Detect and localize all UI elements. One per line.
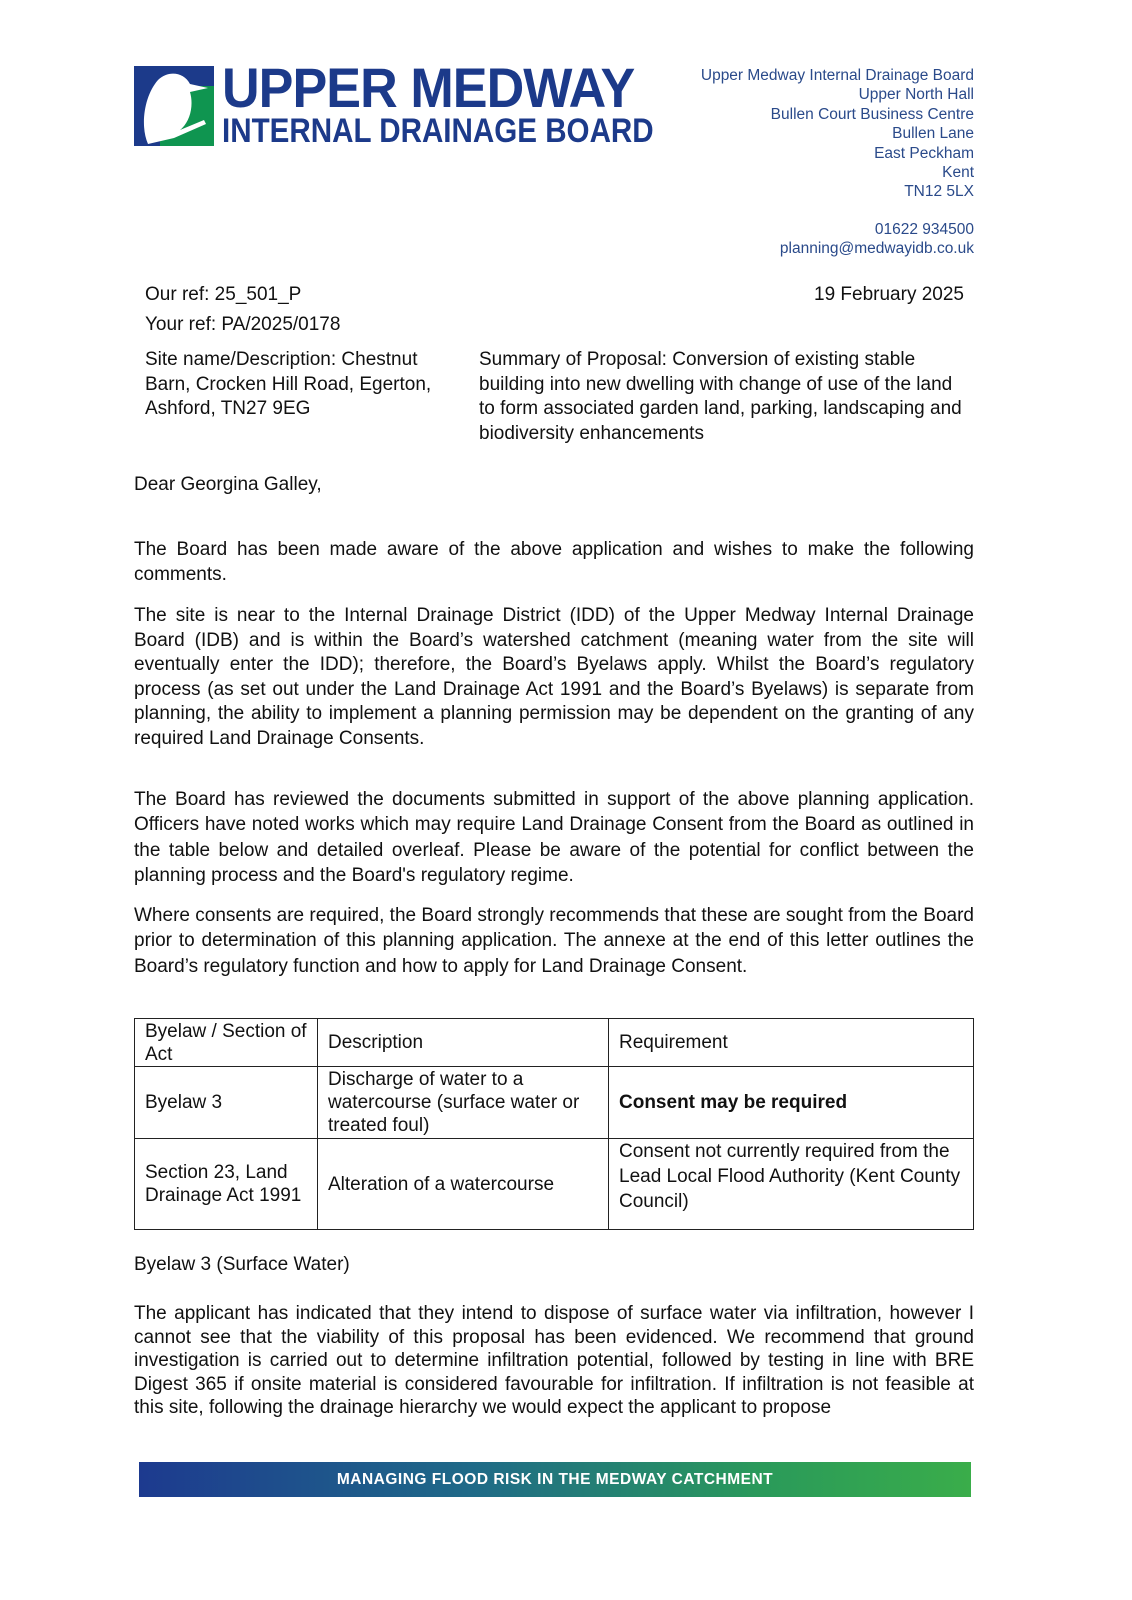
section-heading: Byelaw 3 (Surface Water) xyxy=(134,1254,350,1275)
table-header: Description xyxy=(318,1019,609,1067)
paragraph: Where consents are required, the Board strongly recommends that these are sought from the Board prior to determination of this planning application. The annexe at the end of this letter outlines the Board’s regulatory function and how to apply for Land Drainage Consent. xyxy=(134,905,974,977)
address-line: Bullen Lane xyxy=(892,125,974,143)
table-cell: Discharge of water to a watercourse (surface water or treated foul) xyxy=(318,1067,609,1139)
table-header: Byelaw / Section of Act xyxy=(135,1019,318,1067)
table-header-row xyxy=(135,1019,974,1067)
table-cell: Section 23, Land Drainage Act 1991 xyxy=(135,1139,318,1230)
address-line: Kent xyxy=(942,164,974,182)
site-description: Site name/Description: Chestnut Barn, Crocken Hill Road, Egerton, Ashford, TN27 9EG xyxy=(145,349,432,419)
salutation: Dear Georgina Galley, xyxy=(134,474,322,495)
contact-info xyxy=(780,220,974,259)
kingfisher-logo-icon xyxy=(134,66,214,146)
logo-subtitle: INTERNAL DRAINAGE BOARD xyxy=(222,112,654,150)
table-cell: Consent may be required xyxy=(609,1067,974,1139)
table-cell: Byelaw 3 xyxy=(135,1067,318,1139)
letter-date: 19 February 2025 xyxy=(814,284,964,305)
our-ref: Our ref: 25_501_P xyxy=(145,284,302,305)
proposal-summary: Summary of Proposal: Conversion of existing stable building into new dwelling with change of use of the land to form associated garden land, parking, landscaping and biodiversity enhancements xyxy=(479,349,962,444)
address-line: TN12 5LX xyxy=(904,183,974,201)
your-ref: Your ref: PA/2025/0178 xyxy=(145,314,341,335)
paragraph: The Board has reviewed the documents submitted in support of the above planning application. Officers have noted works which may require Land Drainage Consent from the Board as outlined in the table below and detailed overleaf. Please be aware of the potential for conflict between the planning process and the Board's regulatory regime. xyxy=(134,789,974,886)
table-cell: Consent not currently required from the Lead Local Flood Authority (Kent County Council) xyxy=(609,1139,974,1230)
consents-table xyxy=(134,1018,974,1230)
table-row xyxy=(135,1067,974,1139)
paragraph: The applicant has indicated that they intend to dispose of surface water via infiltration, however I cannot see that the viability of this proposal has been evidenced. We recommend that ground investigation is carried out to determine infiltration potential, followed by testing in line with BRE Digest 365 if onsite material is considered favourable for infiltration. If infiltration is not feasible at this site, following the drainage hierarchy we would expect the applicant to propose xyxy=(134,1303,974,1418)
address-line: Upper Medway Internal Drainage Board xyxy=(700,67,974,84)
table-row xyxy=(135,1139,974,1230)
table-cell: Alteration of a watercourse xyxy=(318,1139,609,1230)
address-line: East Peckham xyxy=(874,144,974,162)
address-line: Bullen Court Business Centre xyxy=(770,105,974,123)
paragraph: The Board has been made aware of the above application and wishes to make the following comments. xyxy=(134,539,974,585)
address-line: Upper North Hall xyxy=(858,86,974,104)
phone: 01622 934500 xyxy=(874,221,974,238)
sender-address xyxy=(701,66,974,202)
paragraph: The site is near to the Internal Drainage District (IDD) of the Upper Medway Internal Drainage Board (IDB) and is within the Board’s watershed catchment (meaning water from the site will eventually enter the IDD); therefore, the Board’s Byelaws apply. Whilst the Board’s regulatory process (as set out under the Land Drainage Act 1991 and the Board’s Byelaws) is separate from planning, the ability to implement a planning permission may be dependent on the granting of any required Land Drainage Consents. xyxy=(134,605,974,749)
logo-title: UPPER MEDWAY xyxy=(222,56,635,119)
logo xyxy=(134,56,654,150)
footer-banner: MANAGING FLOOD RISK IN THE MEDWAY CATCHMENT xyxy=(139,1462,971,1497)
email-link[interactable]: planning@medwayidb.co.uk xyxy=(779,240,974,258)
table-header: Requirement xyxy=(609,1019,974,1067)
